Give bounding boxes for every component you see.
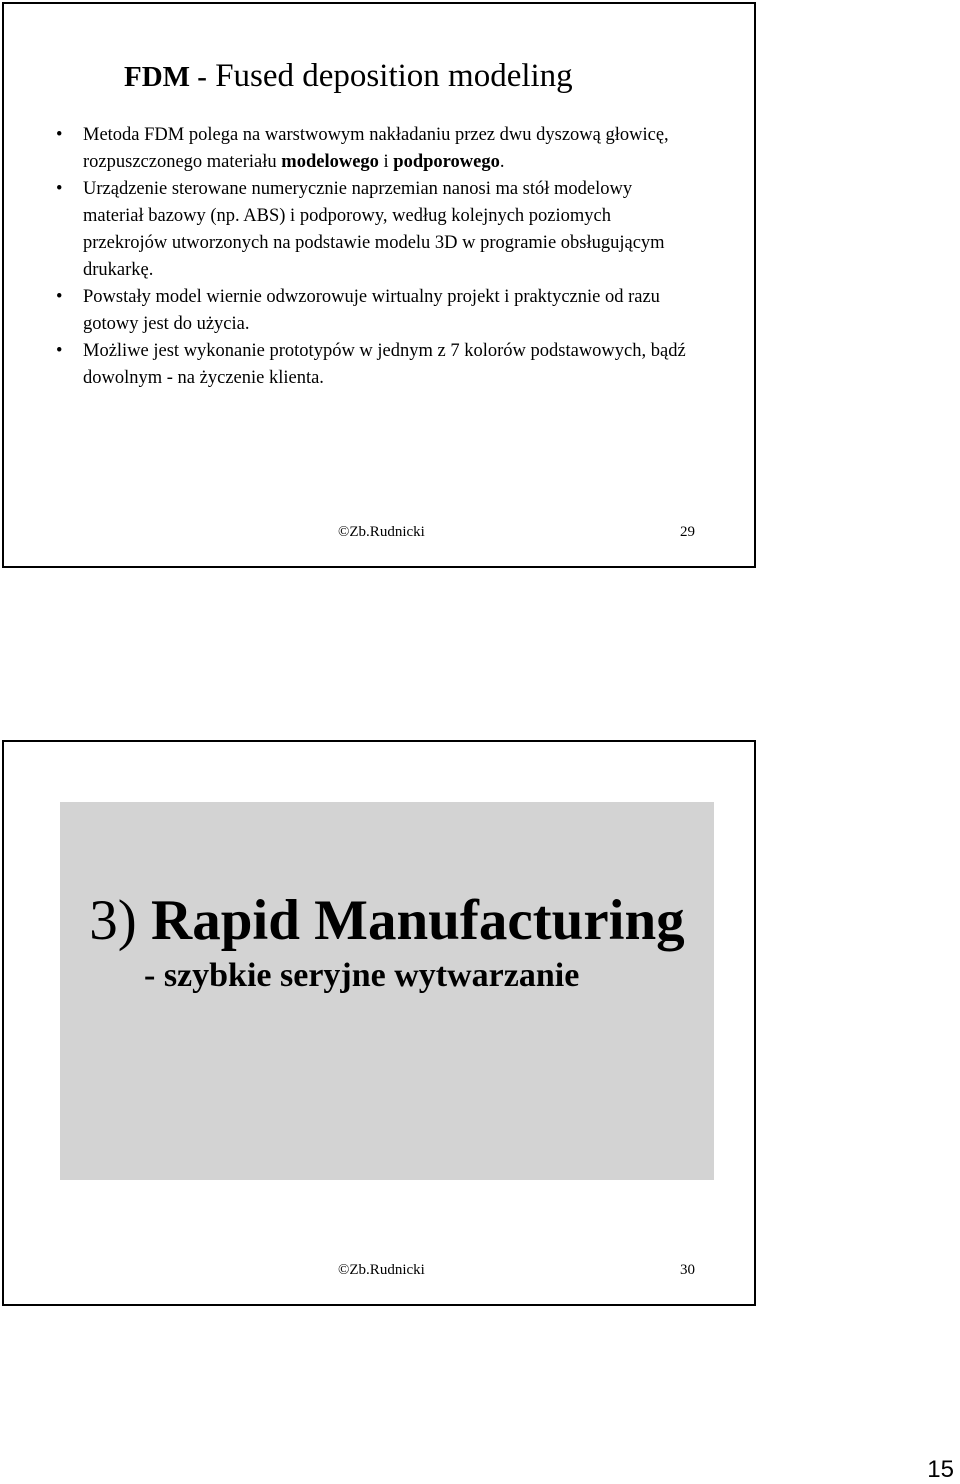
bullet-item [56, 176, 696, 284]
slide-30 [2, 740, 756, 1306]
bullet-dot: • [56, 341, 63, 361]
bullet-item [56, 284, 696, 338]
slide-number: 30 [680, 1262, 695, 1278]
slide-29 [2, 2, 756, 568]
title-abbreviation: FDM - [124, 61, 207, 93]
bullet-dot: • [56, 179, 63, 199]
bullet-dot: • [56, 125, 63, 145]
slide-title [124, 58, 573, 95]
section-number: 3) [89, 889, 152, 952]
slide-footer-author: ©Zb.Rudnicki [338, 524, 425, 540]
sheet-page-number: 15 [927, 1456, 954, 1483]
bullet-emphasis: podporowego [393, 152, 500, 172]
title-text: Fused deposition modeling [206, 58, 573, 94]
bullet-text: Metoda FDM polega na warstwowym nakładaniu przez dwu dyszową głowicę, rozpuszczonego materiału [83, 125, 669, 172]
bullet-list [56, 122, 696, 392]
bullet-dot: • [56, 287, 63, 307]
section-title-text: Rapid Manufacturing [151, 889, 685, 952]
section-title [60, 888, 714, 953]
bullet-item [56, 338, 696, 392]
bullet-text: Powstały model wiernie odwzorowuje wirtualny projekt i praktycznie od razu gotowy jest do użycia. [83, 287, 660, 334]
bullet-text: . [499, 152, 505, 172]
section-title-panel [60, 802, 714, 1180]
bullet-text: Możliwe jest wykonanie prototypów w jednym z 7 kolorów podstawowych, bądź dowolnym - na życzenie klienta. [83, 341, 686, 388]
slide-footer-author: ©Zb.Rudnicki [338, 1262, 425, 1278]
bullet-emphasis: modelowego [281, 152, 379, 172]
bullet-item [56, 122, 696, 176]
bullet-text: Urządzenie sterowane numerycznie naprzemian nanosi ma stół modelowy materiał bazowy (np. ABS) i podporowy, według kolejnych poziomych przekrojów utworzonych na podstawie modelu 3D w programie obsługującym drukarkę. [83, 179, 665, 280]
section-subtitle: - szybkie seryjne wytwarzanie [144, 957, 580, 994]
bullet-text: i [378, 152, 394, 172]
slide-number: 29 [680, 524, 695, 540]
